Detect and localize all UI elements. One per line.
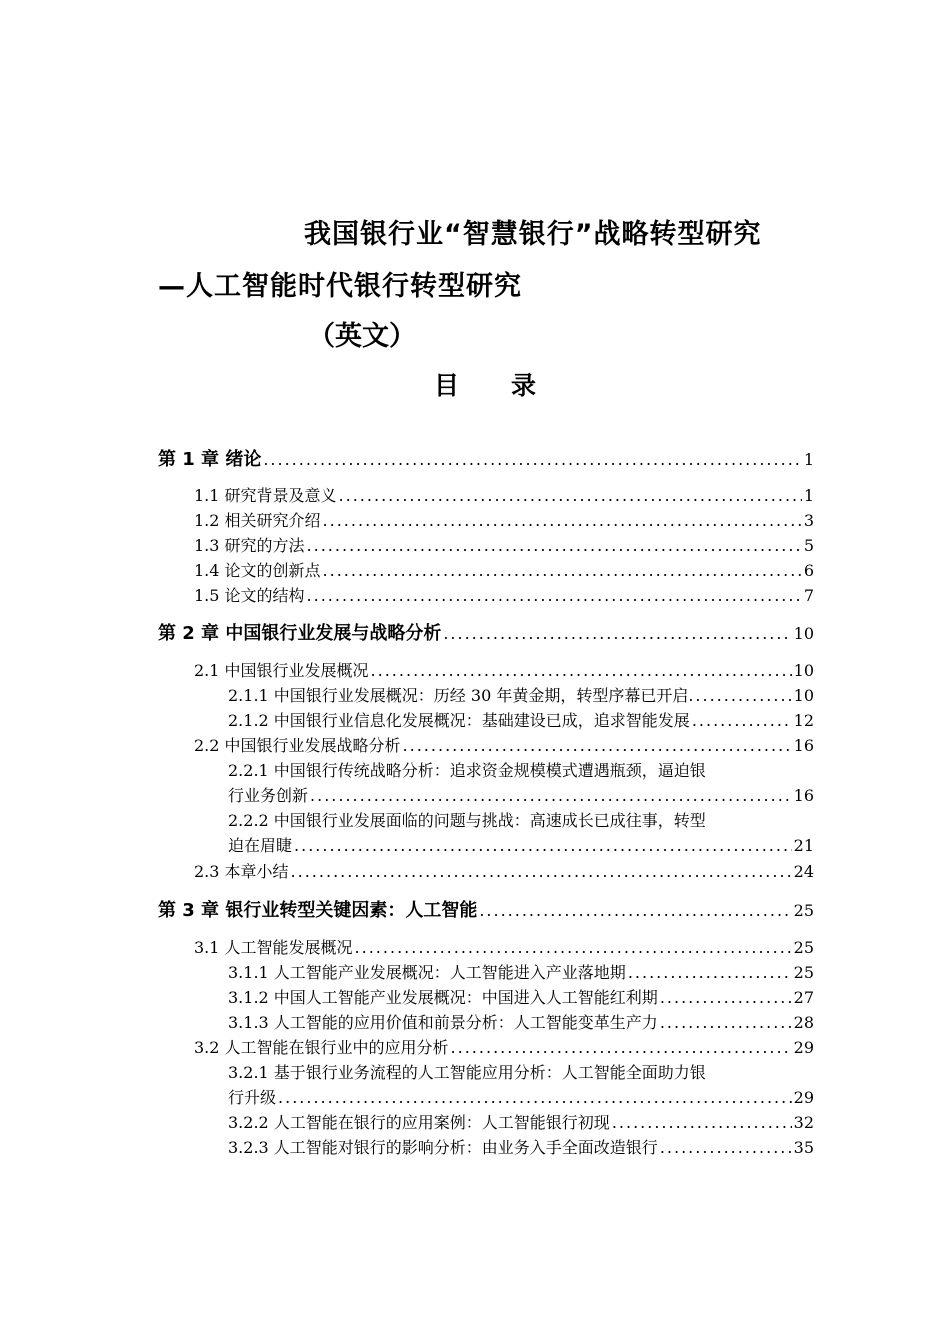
toc-entry-1-4[interactable] [194,559,814,583]
toc-entry-2-2-2[interactable] [228,834,814,858]
toc-entry-page: 28 [793,1013,814,1032]
toc-entry-page: 29 [793,1088,814,1107]
toc-entry-3-2-1-line1[interactable]: 3.2.1 基于银行业务流程的人工智能应用分析：人工智能全面助力银 [228,1063,706,1082]
toc-entry-label: 2.2 中国银行业发展战略分析 [194,736,401,755]
title-line-2: —人工智能时代银行转型研究 [158,271,522,302]
title-line-1: 我国银行业“智慧银行”战略转型研究 [304,219,762,250]
toc-entry-label: 1.5 论文的结构 [194,586,305,605]
toc-entry-label: 3.2.3 人工智能对银行的影响分析：由业务入手全面改造银行 [228,1138,658,1157]
toc-entry-2-2[interactable] [194,734,814,758]
toc-entry-page: 21 [793,836,814,855]
toc-heading [434,366,536,402]
toc-entry-label: 1.1 研究背景及意义 [194,486,337,505]
toc-heading-char-2: 录 [511,371,537,400]
toc-entry-page: 25 [793,901,814,920]
toc-entry-3-1-3[interactable] [228,1011,814,1035]
toc-entry-label: 1.2 相关研究介绍 [194,511,321,530]
toc-entry-page: 16 [793,736,814,755]
toc-entry-page: 27 [793,988,814,1007]
toc-entry-page: 3 [803,511,814,530]
toc-entry-label: 3.2.2 人工智能在银行的应用案例：人工智能银行初现 [228,1113,610,1132]
toc-entry-label: 第 2 章 中国银行业发展与战略分析 [158,623,442,644]
toc-entry-label: 3.1 人工智能发展概况 [194,938,353,957]
toc-entry-2-1-2[interactable] [228,709,814,733]
toc-entry-ch1[interactable] [158,448,814,472]
toc-entry-label: 迫在眉睫 [228,836,293,855]
toc-entry-page: 25 [793,963,814,982]
toc-entry-3-2[interactable] [194,1036,814,1060]
toc-entry-label: 第 3 章 银行业转型关键因素：人工智能 [158,900,478,921]
toc-entry-page: 12 [793,711,814,730]
toc-entry-label: 3.2 人工智能在银行业中的应用分析 [194,1038,449,1057]
toc-entry-page: 10 [793,661,814,680]
toc-entry-label: 行业务创新 [228,786,309,805]
toc-entry-page: 29 [793,1038,814,1057]
toc-entry-label: 行升级 [228,1088,277,1107]
toc-entry-2-1-1[interactable] [228,684,814,708]
toc-entry-2-2-1-line1[interactable]: 2.2.1 中国银行传统战略分析：追求资金规模模式遭遇瓶颈，逼迫银 [228,761,706,780]
toc-entry-3-1[interactable] [194,936,814,960]
toc-entry-page: 32 [793,1113,814,1132]
toc-entry-2-2-1[interactable] [228,784,814,808]
toc-entry-page: 16 [793,786,814,805]
toc-entry-3-2-3[interactable] [228,1136,814,1160]
toc-entry-page: 7 [803,586,814,605]
toc-heading-char-1: 目 [434,371,460,400]
toc-entry-page: 24 [793,862,814,881]
toc-entry-label: 3.1.2 中国人工智能产业发展概况：中国进入人工智能红利期 [228,988,658,1007]
title-line-3: （英文） [308,321,416,352]
toc-entry-page: 5 [803,536,814,555]
toc-entry-ch2[interactable] [158,622,814,646]
toc-entry-page: 6 [803,561,814,580]
toc-entry-2-1[interactable] [194,659,814,683]
toc-entry-ch3[interactable] [158,899,814,923]
toc-entry-label: 第 1 章 绪论 [158,449,262,470]
toc-entry-label: 1.3 研究的方法 [194,536,305,555]
toc-entry-3-2-2[interactable] [228,1111,814,1135]
toc-entry-1-3[interactable] [194,534,814,558]
toc-entry-3-2-1[interactable] [228,1086,814,1110]
toc-entry-page: 35 [793,1138,814,1157]
toc-entry-label: 2.1.2 中国银行业信息化发展概况：基础建设已成，追求智能发展 [228,711,690,730]
toc-entry-label: 3.1.1 人工智能产业发展概况：人工智能进入产业落地期 [228,963,626,982]
toc-entry-3-1-2[interactable] [228,986,814,1010]
toc-entry-page: 1 [803,486,814,505]
toc-entry-1-1[interactable] [194,484,814,508]
toc-entry-label: 2.1 中国银行业发展概况 [194,661,369,680]
toc-entry-page: 1 [803,450,814,469]
toc-entry-2-3[interactable] [194,860,814,884]
toc-entry-3-1-1[interactable] [228,961,814,985]
toc-entry-page: 10 [793,686,814,705]
toc-entry-label: 3.1.3 人工智能的应用价值和前景分析：人工智能变革生产力 [228,1013,658,1032]
toc-entry-label: 2.1.1 中国银行业发展概况：历经 30 年黄金期，转型序幕已开启. [228,686,694,705]
toc-entry-2-2-2-line1[interactable]: 2.2.2 中国银行业发展面临的问题与挑战：高速成长已成往事，转型 [228,811,706,830]
toc-entry-1-2[interactable] [194,509,814,533]
toc-entry-page: 10 [793,624,814,643]
toc-entry-label: 1.4 论文的创新点 [194,561,321,580]
toc-entry-1-5[interactable] [194,584,814,608]
toc-entry-label: 2.3 本章小结 [194,862,289,881]
toc-entry-page: 25 [793,938,814,957]
